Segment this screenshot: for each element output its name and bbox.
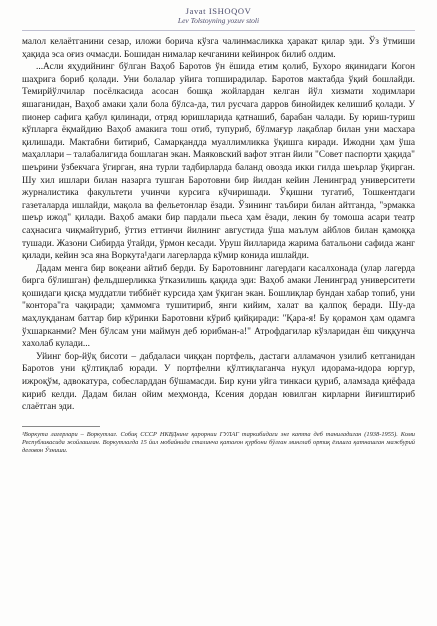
header-rule [22,30,415,31]
paragraph-2: ...Асли яҳудийнинг бўлган Ваҳоб Баротов ўн ёшида етим қолиб, Бухоро яқинидаги Когон шаҳрига бориб қолади. Уни болалар уйига топширадилар. Баротов мактабда ўқий бошлайди. Темирйўлчилар посёлкасида асосан бошқа жойлардан келган йўл хизмати ходимлари яшаганидан, Ваҳоб амаки ҳали бола бўлса-да, тил русчага дарров бинойидек келишиб қолади. У пионер сафига қабул қилинади, отряд юришларида қатнашиб, барабан чалади. Бу юриш-туриш кўпларга ёқмайдию Ваҳоб амакига тош отиб, тупуриб, бўлмағур лақаблар билан уни масхара қилишади. Мактабни битириб, Самарқандда муаллимликка ўқишга киради. Ижодни ҳам ўша маҳаллари – талабалигида бошлаган экан. Маяковский вафот этган йили "Совет паспорти ҳақида" шеърини ўзбекчага ўгирган, яна турли тадбирларда баланд овозда икки гилда шеърлар ўқирган. Шу хил ишлари билан назарга тушган Баротовни бир йилдан кейин Ленинград университети журналистика факультети учинчи курсига кўчиришади. Ўқишни тугатиб, Тошкентдаги газеталарда ишлайди, мақола ва фельетонлар ёзади. Ўзининг таъбири билан айтганда, "эрмакка шеър ижод" қилади. Ваҳоб амаки бир пардали пьеса ҳам ёзади, лекин бу томоша асари театр саҳнасига чиқмайтуриб, ўттиз еттинчи йилнинг августида ўша маълум айблов билан қамоққа тушади. Жазони Сибирда ўтайди, ўрмон кесади. Уруш йилларида жарима батальони сафида жанг қилади, кейин эса яна Воркута¹даги лагерларда кўмир конида ишлайди. [22,62,416,262]
footnote-separator [22,426,100,427]
paragraph-3: Дадам менга бир воқеани айтиб берди. Бу Баротовнинг лагердаги касалхонада (улар лагерда бирга бўлишган) фельдшерликка ўтказилишь қақида эди: Ваҳоб амаки Ленинград университети қошидаги қисқа муддатли тиббиёт курсида ҳам ўқиган экан. Бошлиқлар бундан хабар топиб, уни "контора"га чақиради; ҳаммомга тушитириб, янги кийим, халат ва қалпоқ беради. Шу-да маҳлуқданам баттар бир кўринки Баротовни кўриб қийқиради: "Қара-я! Бу қорамон ҳам одамга ўхшарканми? Мен бўлсам уни маймун деб юрибман-а!" Атрофдагилар кўзларидан ёш чиққунча хахолаб кулади... [22,263,415,350]
body-text [22,36,415,414]
running-head [22,0,415,26]
running-head-title: Lev Tolstoyning yozuv stoli [177,16,260,25]
paragraph-1: малол келаётганини сезар, иложи борича кўзга чалинмасликка ҳаракат қилар эди. Ўз ўтмиши ҳақида эса оғиз очмасди. Бошидан нималар кечганини кейинрок билиб олдим. [22,37,415,60]
footnote: ¹Воркута лагерлари – Воркутлаг. Собиқ СССР НКВДнинг қарорнии ГУЛАГ таркибидаги энг катта деб таниладиган (1938-1955). Коми Республикасида жойлашган. Воркутлагда 15 йил мобайнида сталинча қатағон қурбони бўлган минглаб ортиқ ёзишга қатнашган мажбурий деловон Ўзниши. [22,430,415,454]
paragraph-4: Уйинг бор-йўқ бисоти – дабдаласи чиққан портфель, дастаги алламачон узилиб кетганидан Баротов уни қўлтиқлаб юради. У портфелни қўлтиқлаганча нуқул идорама-идора юргур, ижроқўм, адвокатура, собесларддан бўшамасди. Бир куни уйга тинкаси қуриб, аламзада қиёфада кириб келди. Дадам билан ойим меҳмонда, Ксения дордан ювилган кирларни йиғиштириб слаётган эди. [22,351,415,413]
running-head-author: Javat ISHOQOV [185,6,252,16]
